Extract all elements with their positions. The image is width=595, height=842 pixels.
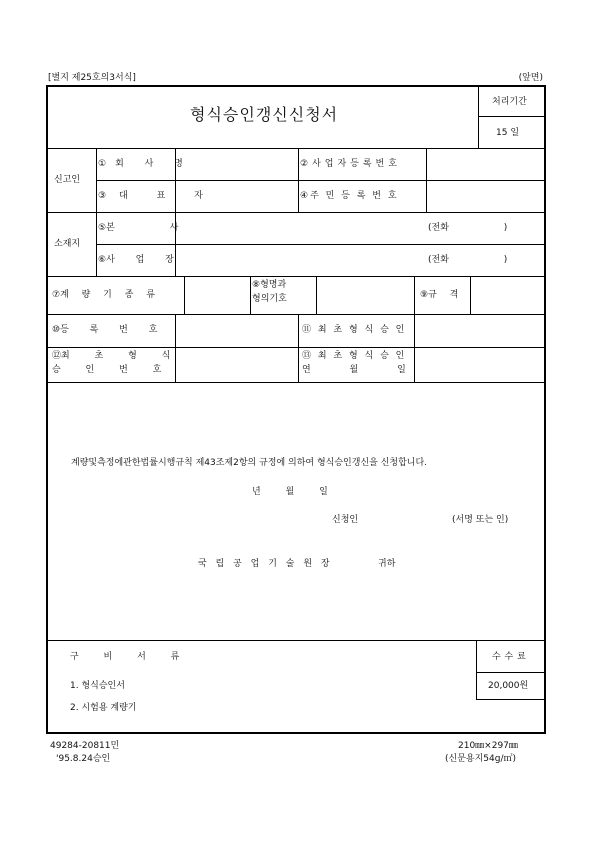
footer-paper-size: 210㎜×297㎜	[458, 741, 518, 751]
footer-paper-type: (신문용지54g/㎡)	[445, 754, 516, 764]
fee-value: 20,000원	[488, 681, 529, 691]
location-group-label: 소재지	[54, 239, 81, 249]
application-form	[46, 85, 546, 734]
first-approval-no-label-2: 승 인 번 호	[52, 365, 162, 375]
processing-period-label: 처리기간	[492, 97, 527, 107]
model-name-label-1: ⑧형명과	[252, 280, 287, 290]
first-approval-no-label-1: ⑫최 초 형 식	[52, 351, 171, 361]
business-reg-no-label: ②사업자등록번호	[300, 159, 401, 169]
processing-period-value: 15 일	[496, 128, 520, 138]
applicant-group-label: 신고인	[54, 175, 81, 185]
spec-label: ⑨규 격	[420, 290, 459, 300]
company-name-label: ①회 사 명	[98, 159, 192, 169]
representative-label: ③대 표 자	[98, 191, 216, 201]
footer-approval-date: '95.8.24승인	[56, 754, 111, 764]
required-documents-label: 구 비 서 류	[70, 652, 180, 662]
model-name-label-2: 형의기호	[252, 294, 287, 304]
form-reference: [별지 제25호의3서식]	[48, 73, 136, 83]
form-title: 형식승인갱신신청서	[190, 105, 339, 124]
required-document-2: 2. 시험용 계량기	[70, 703, 137, 713]
workplace-label: ⑥사 업 장	[98, 255, 174, 265]
application-date: 년 월 일	[252, 487, 328, 497]
instrument-type-label: ⑦계 량 기 종 류	[52, 290, 155, 300]
resident-reg-no-label: ④주 민 등 록 번 호	[300, 191, 399, 201]
page-side-label: (앞면)	[518, 73, 543, 83]
workplace-phone: (전화 )	[428, 255, 508, 265]
signature-placeholder: (서명 또는 인)	[452, 515, 509, 525]
required-document-1: 1. 형식승인서	[70, 681, 125, 691]
application-statement: 계량및측정에관한법률시행규칙 제43조제2항의 규정에 의하여 형식승인갱신을 신청합니다.	[71, 458, 428, 468]
first-approval-date-label-1: ⑬ 최 초 형 식 승 인	[302, 351, 405, 361]
fee-label: 수 수 료	[492, 652, 526, 662]
head-office-label: ⑤본 사	[98, 223, 179, 233]
footer-form-code: 49284-20811민	[50, 741, 120, 751]
recipient-suffix: 귀하	[378, 559, 396, 569]
head-office-phone: (전화 )	[428, 223, 508, 233]
first-approval-label: ⑪ 최 초 형 식 승 인	[302, 325, 405, 335]
recipient-name: 국 립 공 업 기 술 원 장	[198, 559, 333, 569]
applicant-label: 신청인	[332, 515, 359, 525]
first-approval-date-label-2: 연 월 일	[302, 365, 406, 375]
registration-no-label: ⑩등 록 번 호	[52, 325, 158, 335]
